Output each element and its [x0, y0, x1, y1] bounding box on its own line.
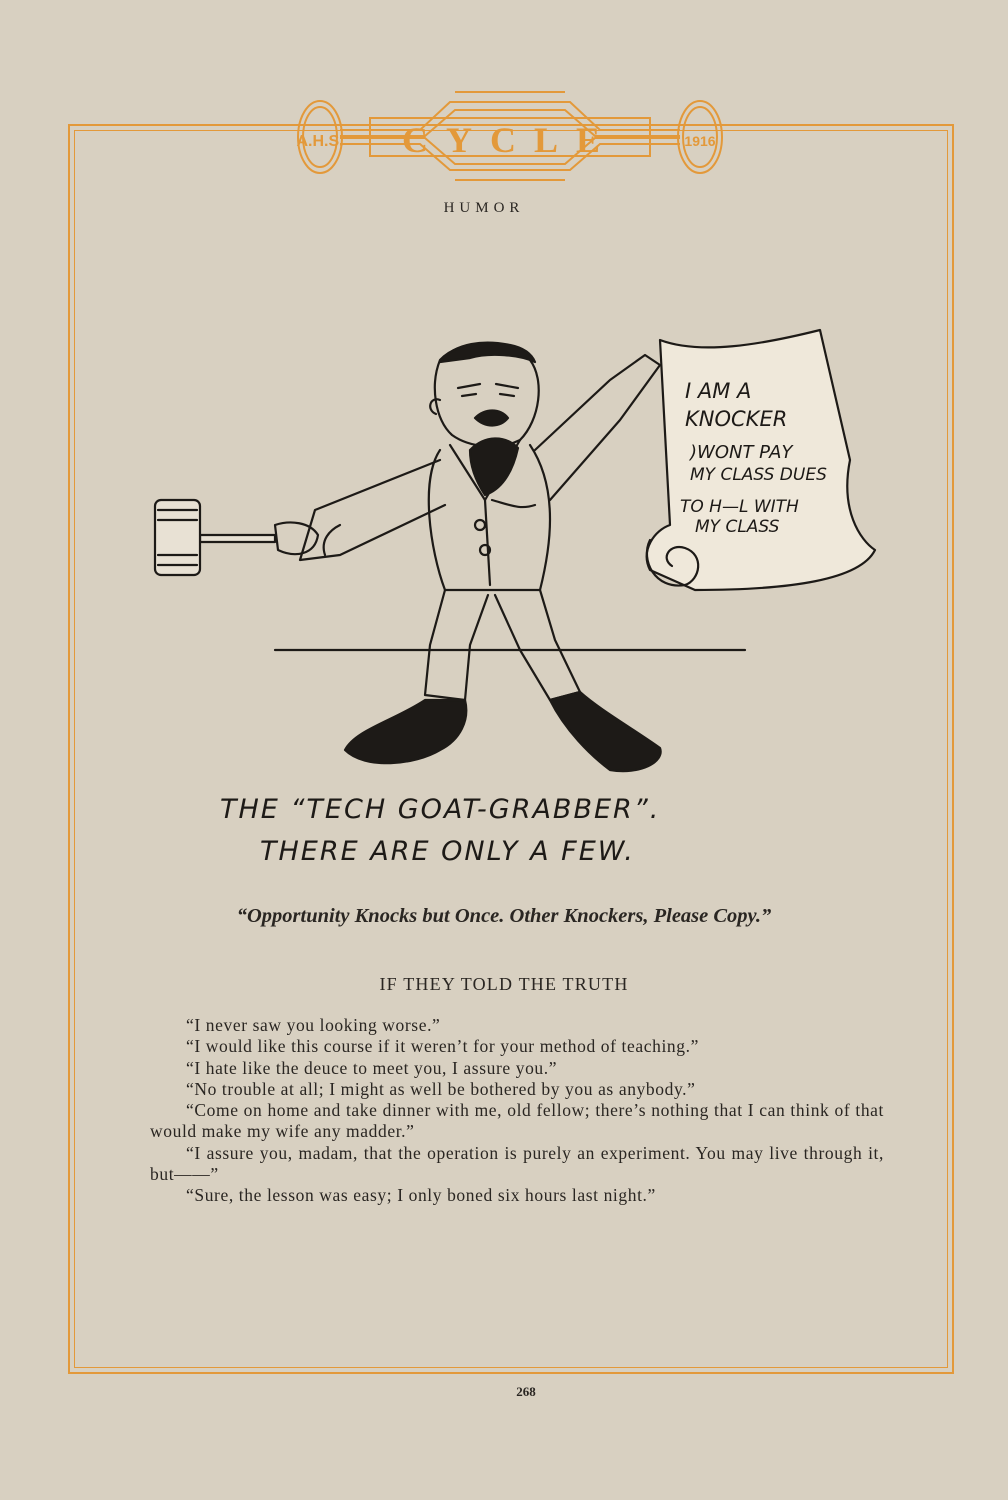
right-badge-text: 1916 [684, 133, 716, 149]
quote-line: “No trouble at all; I might as well be bothered by you as anybody.” [186, 1078, 696, 1099]
quote-list [150, 1015, 884, 1207]
quote-line: “I never saw you looking worse.” [186, 1015, 441, 1035]
page-number: 268 [516, 1384, 536, 1399]
scroll-line-3: )WONT PAY [690, 442, 793, 463]
cartoon-caption-line-2: THERE ARE ONLY A FEW. [260, 836, 635, 867]
scroll-line-5: TO H—L WITH [680, 497, 799, 517]
knocker-cartoon [140, 300, 900, 900]
scroll-line-4: MY CLASS DUES [690, 465, 827, 485]
left-badge-text: A.H.S. [296, 133, 344, 150]
scroll-line-2: KNOCKER [685, 407, 788, 431]
scroll-line-6: MY CLASS [695, 517, 780, 537]
quote-line: “Come on home and take dinner with me, old fellow; there’s nothing that I can think of that would make my wife any madder.” [150, 1100, 884, 1142]
quote-line: “I would like this course if it weren’t for your method of teaching.” [186, 1036, 699, 1057]
section-title: HUMOR [443, 200, 525, 216]
quote-line: “I hate like the deuce to meet you, I assure you.” [186, 1057, 558, 1078]
quote-line: “Sure, the lesson was easy; I only boned six hours last night.” [186, 1185, 656, 1206]
motto: “Opportunity Knocks but Once. Other Knockers, Please Copy.” [236, 905, 772, 927]
cartoon-caption-line-1: THE “TECH GOAT-GRABBER”. [220, 794, 661, 825]
article-heading: IF THEY TOLD THE TRUTH [379, 974, 629, 994]
quote-line: “I assure you, madam, that the operation is purely an experiment. You may live through it, but——” [150, 1142, 884, 1185]
cycle-header-emblem [280, 72, 740, 192]
scroll-line-1: I AM A [685, 379, 752, 403]
banner-title: CYCLE [401, 120, 619, 160]
